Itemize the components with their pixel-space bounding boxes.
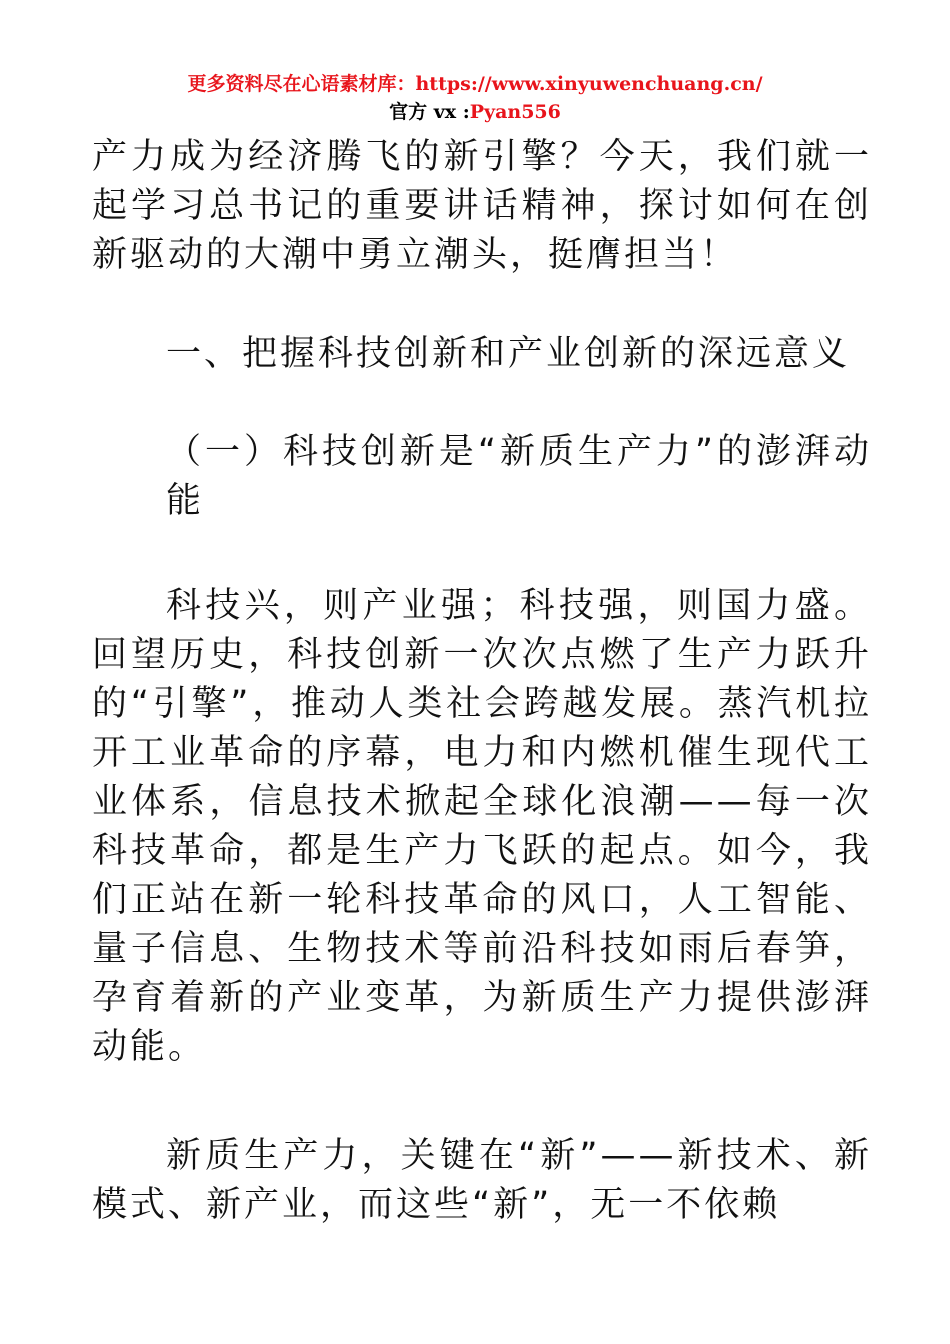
intro-paragraph: 产力成为经济腾飞的新引擎？今天，我们就一起学习总书记的重要讲话精神，探讨如何在创新驱动的大潮中勇立潮头，挺膺担当！ [92, 137, 872, 275]
body-paragraph-1: 科技兴，则产业强；科技强，则国力盛。回望历史，科技创新一次次点燃了生产力跃升的“引擎”，推动人类社会跨越发展。蒸汽机拉开工业革命的序幕，电力和内燃机催生现代工业体系，信息技术掀起全球化浪潮——每一次科技革命，都是生产力飞跃的起点。如今，我们正站在新一轮科技革命的风口，人工智能、量子信息、生物技术等前沿科技如雨后春笋，孕育着新的产业变革，为新质生产力提供澎湃动能。 [92, 586, 872, 1067]
vx-label: 官方 vx : [389, 101, 470, 123]
official-account-line [0, 98, 950, 126]
promo-banner: 更多资料尽在心语素材库：https://www.xinyuwenchuang.cn/ [187, 73, 763, 95]
body-paragraph-2: 新质生产力，关键在“新”——新技术、新模式、新产业，而这些“新”，无一不依赖 [92, 1136, 872, 1225]
sub-heading: （一）科技创新是“新质生产力”的澎湃动能 [166, 432, 872, 521]
page-header [0, 70, 950, 126]
section-heading: 一、把握科技创新和产业创新的深远意义 [166, 334, 851, 374]
vx-id: Pyan556 [469, 101, 561, 123]
